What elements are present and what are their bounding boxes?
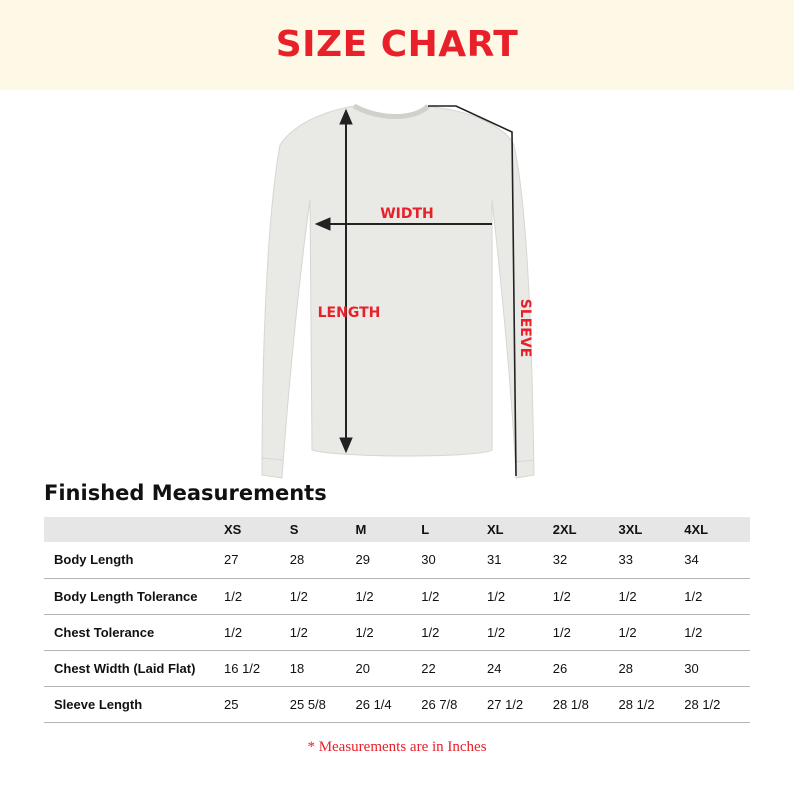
size-header: L [421, 522, 430, 537]
table-row [44, 614, 750, 650]
table-cell: 1/2 [618, 588, 637, 604]
size-header: 3XL [618, 522, 643, 537]
table-cell: 25 5/8 [289, 696, 326, 712]
measurements-table [44, 517, 750, 723]
table-cell: 27 [224, 552, 239, 568]
table-cell: 25 [224, 696, 239, 712]
table-cell: 26 [552, 660, 568, 676]
table-cell: 1/2 [421, 588, 440, 604]
table-cell: 1/2 [552, 588, 571, 604]
table-cell: 1/2 [684, 624, 703, 640]
table-row [44, 650, 750, 686]
table-cell: 27 1/2 [487, 696, 524, 712]
table-cell: 34 [684, 552, 699, 568]
table-cell: 28 1/2 [684, 696, 721, 712]
table-cell: 30 [421, 552, 436, 568]
section-title: Finished Measurements [44, 481, 327, 505]
table-cell: 1/2 [224, 624, 243, 640]
table-cell: 26 1/4 [355, 696, 392, 712]
table-cell: 31 [487, 552, 502, 568]
table-cell: 16 1/2 [224, 660, 261, 676]
width-label: WIDTH [380, 206, 434, 222]
header-corner [44, 517, 224, 542]
table-cell: 20 [355, 660, 370, 676]
size-header: S [289, 522, 299, 537]
table-cell: 28 1/2 [618, 696, 655, 712]
size-header: 4XL [684, 522, 709, 537]
table-cell: 26 7/8 [421, 696, 458, 712]
shirt-illustration [262, 106, 534, 478]
table-cell: 1/2 [552, 624, 571, 640]
table-cell: 1/2 [224, 588, 243, 604]
table-cell: 30 [684, 660, 699, 676]
row-label: Chest Width (Laid Flat) [54, 660, 196, 676]
table-row [44, 686, 750, 722]
size-header: XL [487, 522, 504, 537]
table-cell: 1/2 [487, 624, 506, 640]
sleeve-label: SLEEVE [517, 298, 533, 358]
table-cell: 29 [355, 552, 370, 568]
size-header: 2XL [552, 522, 577, 537]
table-cell: 1/2 [289, 588, 308, 604]
table-cell: 1/2 [289, 624, 308, 640]
table-cell: 1/2 [684, 588, 703, 604]
table-cell: 18 [289, 660, 305, 676]
footnote: * Measurements are in Inches [307, 739, 487, 755]
table-cell: 28 [289, 552, 305, 568]
row-label: Chest Tolerance [54, 624, 155, 640]
table-cell: 22 [421, 660, 436, 676]
row-label: Body Length Tolerance [54, 588, 198, 604]
size-header: XS [224, 522, 242, 537]
table-header-row [44, 517, 750, 542]
header-banner [0, 0, 794, 90]
size-header: M [355, 522, 367, 537]
length-label: LENGTH [317, 305, 381, 321]
table-cell: 1/2 [487, 588, 506, 604]
table-cell: 1/2 [355, 588, 374, 604]
table-cell: 1/2 [421, 624, 440, 640]
table-cell: 32 [552, 552, 568, 568]
table-cell: 1/2 [618, 624, 637, 640]
shirt-diagram [0, 90, 794, 490]
table-cell: 1/2 [355, 624, 374, 640]
table-cell: 33 [618, 552, 633, 568]
table-row [44, 578, 750, 614]
row-label: Sleeve Length [54, 696, 143, 712]
table-row [44, 542, 750, 578]
table-cell: 28 [618, 660, 633, 676]
row-label: Body Length [54, 552, 134, 568]
table-cell: 28 1/8 [552, 696, 589, 712]
page-title: SIZE CHART [275, 24, 519, 65]
table-cell: 24 [487, 660, 502, 676]
